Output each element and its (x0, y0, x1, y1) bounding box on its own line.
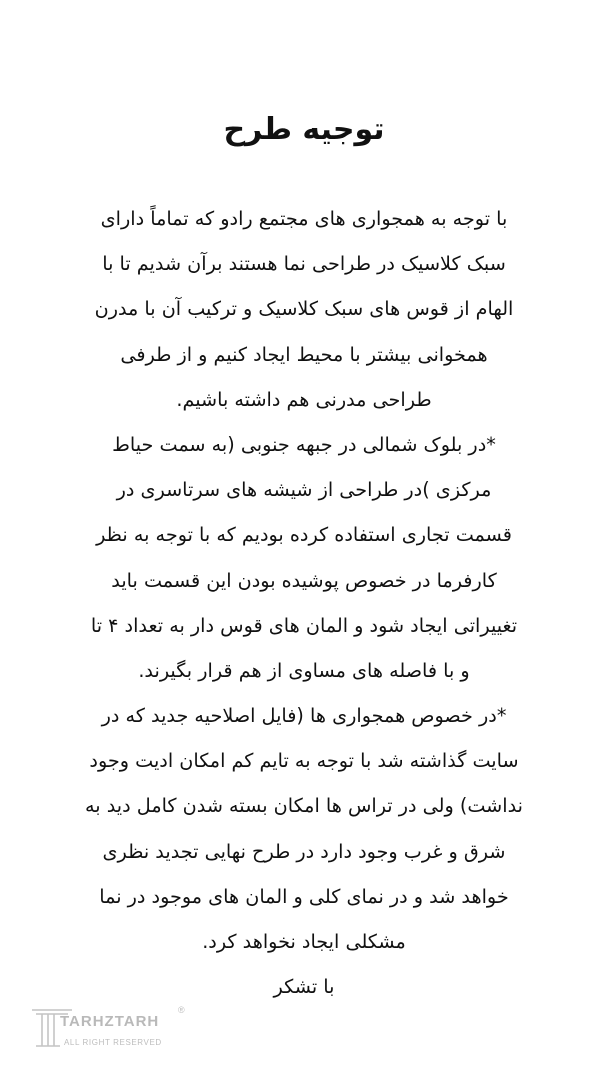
text-line: طراحی مدرنی هم داشته باشیم. (176, 387, 432, 411)
text-line: همخوانی بیشتر با محیط ایجاد کنیم و از طرفی (120, 342, 488, 366)
text-line: شرق و غرب وجود دارد در طرح نهایی تجدید نظری (102, 839, 506, 863)
text-line: نداشت) ولی در تراس ها امکان بسته شدن کامل دید به (85, 794, 523, 818)
body-text (60, 196, 548, 1009)
text-line: با توجه به همجواری های مجتمع رادو که تماماً دارای (100, 207, 508, 230)
text-line: قسمت تجاری استفاده کرده بودیم که با توجه به نظر (96, 523, 512, 547)
text-line: الهام از قوس های سبک کلاسیک و ترکیب آن با مدرن (94, 297, 514, 321)
logo-registered-mark: ® (178, 1005, 185, 1015)
page-title: توجیه طرح (223, 112, 385, 147)
text-line: کارفرما در خصوص پوشیده بودن این قسمت باید (111, 568, 497, 592)
logo-tagline: ALL RIGHT RESERVED (64, 1038, 162, 1047)
text-line: مشکلی ایجاد نخواهد کرد. (202, 930, 406, 953)
text-line: مرکزی )در طراحی از شیشه های سرتاسری در (116, 478, 492, 502)
text-line: سبک کلاسیک در طراحی نما هستند برآن شدیم تا با (102, 252, 506, 276)
text-line: *در بلوک شمالی در جبهه جنوبی (به سمت حیاط (112, 432, 496, 456)
text-line: و با فاصله های مساوی از هم قرار بگیرند. (138, 658, 470, 682)
text-line: خواهد شد و در نمای کلی و المان های موجود در نما (99, 884, 509, 908)
text-line: با تشکر (273, 975, 335, 999)
text-line: *در خصوص همجواری ها (فایل اصلاحیه جدید که در (101, 704, 507, 728)
text-line: تغییراتی ایجاد شود و المان های قوس دار به تعداد ۴ تا (90, 613, 518, 637)
logo-name: TARHZTARH (60, 1013, 160, 1030)
text-line: سایت گذاشته شد با توجه به تایم کم امکان ادیت وجود (89, 749, 519, 773)
